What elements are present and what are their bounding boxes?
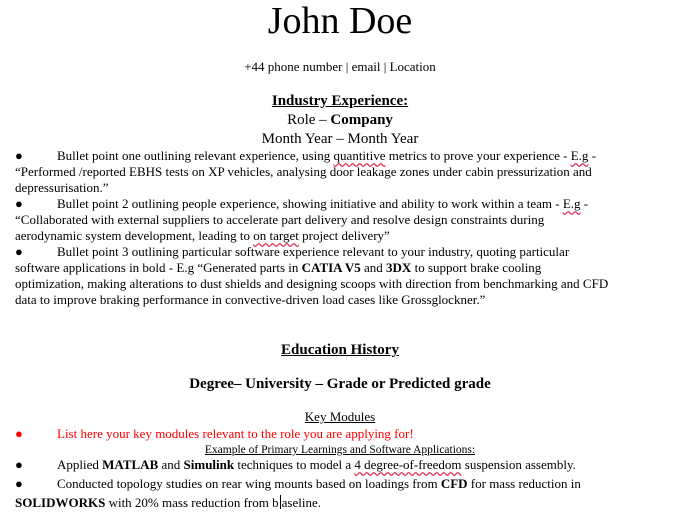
experience-bullet-2-line-3: aerodynamic system development, leading to on target project delivery” <box>15 228 390 243</box>
spellcheck-word[interactable]: 4 degree-of-freedom <box>354 457 462 472</box>
role-label: Role – <box>287 112 331 128</box>
key-modules-title: Key Modules <box>304 409 376 424</box>
experience-bullet-1-line-3: depressurisation.” <box>15 180 109 195</box>
experience-bullet-3-line-3: optimization, making alterations to dust shields and designing scoops with direction from benchmarking and CFD <box>15 276 609 291</box>
company-label: Company <box>330 112 393 128</box>
experience-bullet-1-line-1: ● Bullet point one outlining relevant experience, using quantitive metrics to prove your experience - E.g - <box>15 148 597 163</box>
spellcheck-word[interactable]: E.g <box>570 148 589 163</box>
bullet-icon: ● <box>15 148 23 163</box>
spellcheck-word[interactable]: on target <box>253 228 299 243</box>
experience-section-title: Industry Experience: <box>271 93 409 109</box>
experience-bullet-1-line-2: “Performed /reported EBHS tests on XP vehicles, analysing door leakage zones under cabin pressurization and <box>15 164 592 179</box>
bullet-icon: ● <box>15 244 23 259</box>
contact-line: +44 phone number | email | Location <box>244 59 436 74</box>
bullet-icon: ● <box>15 476 23 491</box>
learning-bullet-2-line-1: ● Conducted topology studies on rear wing mounts based on loadings from CFD for mass reduction in <box>15 476 581 491</box>
bullet-icon: ● <box>15 457 23 472</box>
education-section-title: Education History <box>281 342 399 358</box>
spellcheck-word[interactable]: quantitive <box>333 148 386 163</box>
experience-bullet-3-line-1: ● Bullet point 3 outlining particular software experience relevant to your industry, quoting particular <box>15 244 570 259</box>
experience-bullet-2-line-1: ● Bullet point 2 outlining people experience, showing initiative and ability to work within a team - E.g - <box>15 196 589 211</box>
experience-bullet-2-line-2: “Collaborated with external suppliers to accelerate part delivery and resolve design constraints during <box>15 212 545 227</box>
experience-bullet-3-line-2: software applications in bold - E.g “Generated parts in CATIA V5 and 3DX to support brake cooling <box>15 260 542 275</box>
bullet-icon: ● <box>15 426 23 441</box>
dates-line: Month Year – Month Year <box>261 131 419 147</box>
degree-line: Degree– University – Grade or Predicted grade <box>189 376 491 392</box>
bullet-icon: ● <box>15 196 23 211</box>
experience-bullet-3-line-4: data to improve braking performance in convective-driven load cases like Grossglockner.” <box>15 292 486 307</box>
spellcheck-word[interactable]: E.g <box>562 196 581 211</box>
role-company-line <box>0 111 680 129</box>
learnings-title: Example of Primary Learnings and Software Applications: <box>204 444 476 456</box>
learning-bullet-1: ● Applied MATLAB and Simulink techniques to model a 4 degree-of-freedom suspension assembly. <box>15 457 576 472</box>
learning-bullet-2-line-2[interactable]: SOLIDWORKS with 20% mass reduction from b aseline. <box>15 495 321 510</box>
text-cursor <box>280 495 281 509</box>
key-modules-bullet: ● List here your key modules relevant to the role you are applying for! <box>15 426 414 441</box>
candidate-name: John Doe <box>267 0 413 42</box>
